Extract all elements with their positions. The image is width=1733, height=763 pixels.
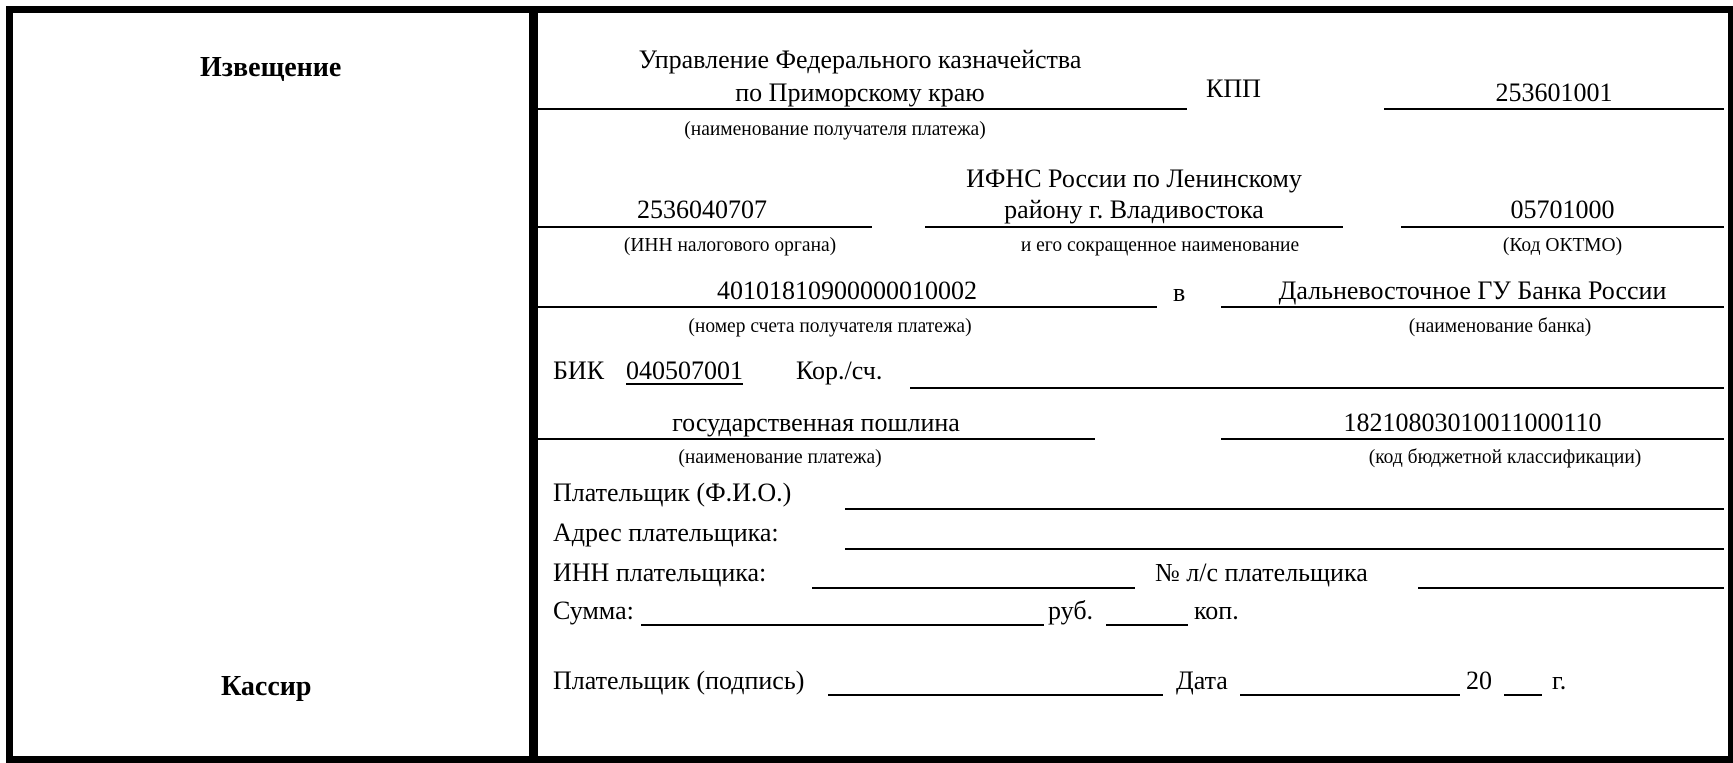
account-number: 40101810900000010002 [717, 276, 977, 305]
notice-label: Извещение [200, 52, 342, 83]
payer-account-line[interactable] [1418, 587, 1724, 589]
account-caption: (номер счета получателя платежа) [688, 316, 972, 337]
bank-name-line [1221, 306, 1724, 308]
signature-label: Плательщик (подпись) [553, 666, 805, 695]
payer-fio-line[interactable] [845, 508, 1724, 510]
kpp-label: КПП [1206, 74, 1261, 103]
tax-org-line2: району г. Владивостока [1004, 195, 1264, 224]
payment-name-line [537, 438, 1095, 440]
tax-org-line [925, 226, 1343, 228]
recipient-name-line1: Управление Федерального казначейства [638, 45, 1082, 74]
signature-line[interactable] [828, 694, 1163, 696]
payer-account-label: № л/с плательщика [1155, 558, 1368, 587]
corr-account-line [910, 387, 1724, 389]
column-divider [529, 6, 538, 763]
payer-inn-label: ИНН плательщика: [553, 558, 767, 587]
tax-org-line1: ИФНС России по Ленинскому [966, 164, 1302, 193]
oktmo-line [1401, 226, 1724, 228]
recipient-caption: (наименование получателя платежа) [684, 119, 986, 140]
sum-label: Сумма: [553, 596, 634, 625]
payment-name: государственная пошлина [672, 408, 960, 437]
payer-fio-label: Плательщик (Ф.И.О.) [553, 478, 792, 507]
bik-label: БИК [553, 356, 605, 385]
kpp-value: 253601001 [1495, 78, 1613, 107]
date-line[interactable] [1240, 694, 1460, 696]
bik-value: 040507001 [626, 356, 743, 385]
year-line[interactable] [1504, 694, 1542, 696]
tax-inn-caption: (ИНН налогового органа) [623, 235, 837, 256]
recipient-name-line [537, 108, 1187, 110]
cashier-label: Кассир [221, 671, 312, 702]
year-suffix: г. [1552, 666, 1567, 695]
kbk-value: 18210803010011000110 [1343, 408, 1602, 437]
account-in-label: в [1173, 278, 1186, 307]
bank-caption: (наименование банка) [1408, 316, 1592, 337]
sum-rub-line[interactable] [641, 624, 1044, 626]
year-prefix: 20 [1466, 666, 1492, 695]
payer-address-label: Адрес плательщика: [553, 518, 779, 547]
tax-inn-line [537, 226, 872, 228]
bank-name: Дальневосточное ГУ Банка России [1278, 276, 1667, 305]
oktmo-value: 05701000 [1510, 195, 1615, 224]
kpp-line [1384, 108, 1724, 110]
kbk-line [1221, 438, 1724, 440]
payer-address-line[interactable] [845, 548, 1724, 550]
sum-kop-line[interactable] [1106, 624, 1188, 626]
payment-caption: (наименование платежа) [678, 447, 882, 468]
tax-org-caption: и его сокращенное наименование [1020, 235, 1300, 256]
oktmo-caption: (Код ОКТМО) [1502, 235, 1623, 256]
recipient-name-line2: по Приморскому краю [735, 78, 985, 107]
rub-label: руб. [1048, 596, 1094, 625]
payer-inn-line[interactable] [812, 587, 1135, 589]
kbk-caption: (код бюджетной классификации) [1368, 447, 1642, 468]
corr-account-label: Кор./сч. [796, 356, 883, 385]
date-label: Дата [1176, 666, 1228, 695]
account-number-line [537, 306, 1157, 308]
tax-inn-value: 2536040707 [637, 195, 767, 224]
kop-label: коп. [1194, 596, 1239, 625]
